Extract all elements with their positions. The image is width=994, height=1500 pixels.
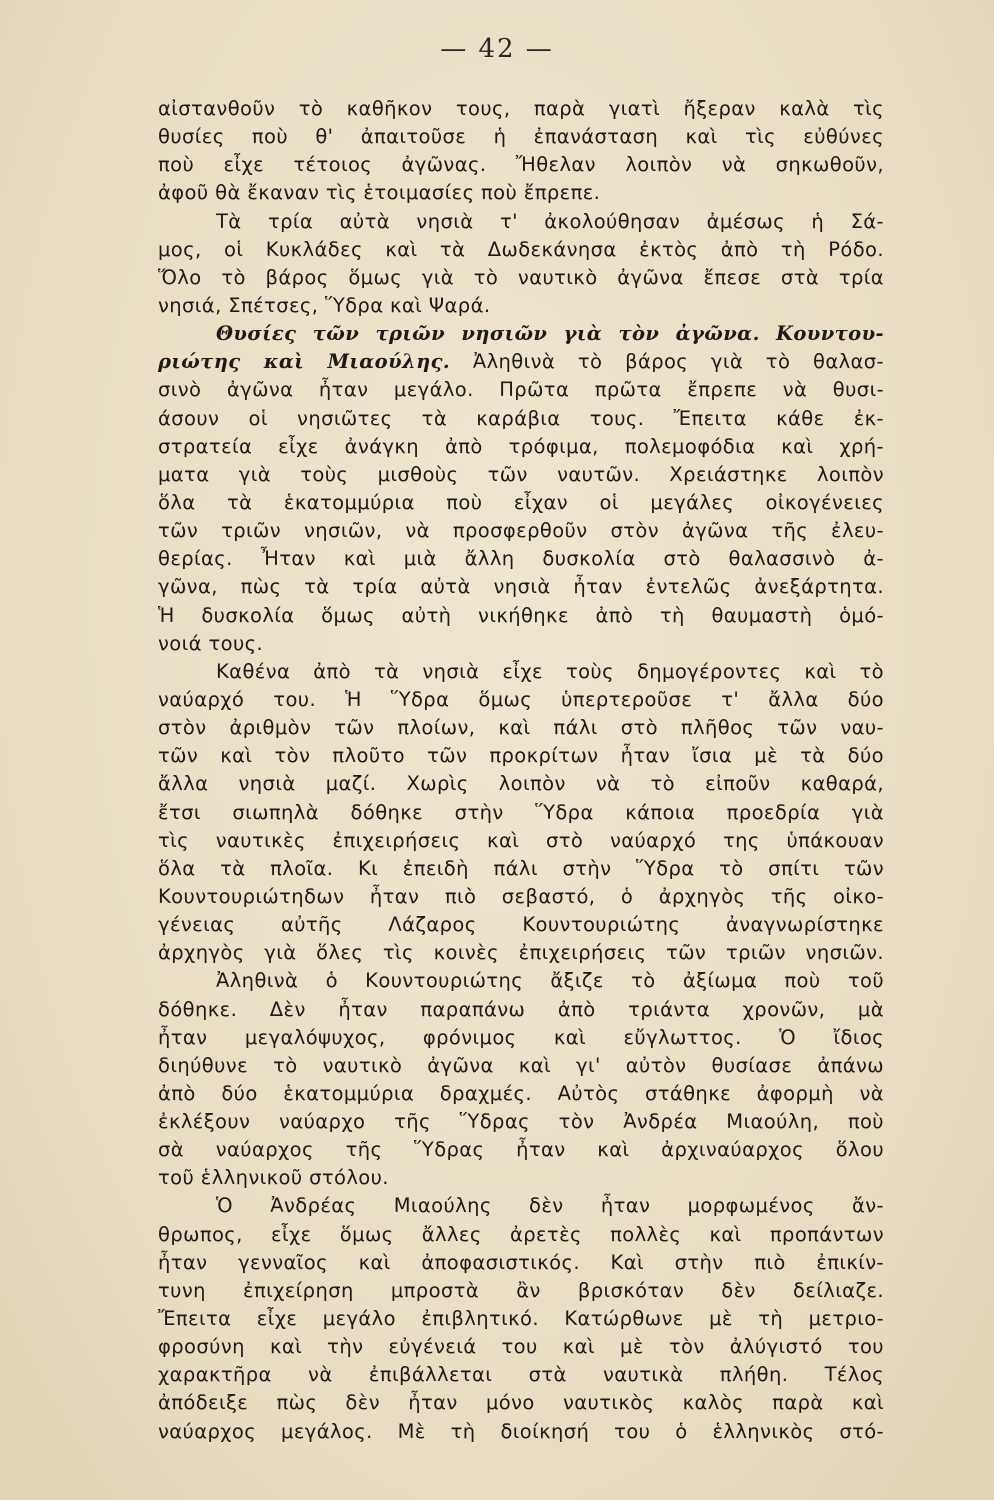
text-line: μος, οἱ Κυκλάδες καὶ τὰ Δωδεκάνησα ἐκτὸς ἀπὸ τὴ Ρόδο. [158,237,884,261]
section-heading: Θυσίες τῶν τριῶν νησιῶν γιὰ τὸν ἀγῶνα. Κουντου- [216,322,884,346]
text-line: διηύθυνε τὸ ναυτικὸ ἀγῶνα καὶ γι' αὐτὸν θυσίασε ἀπάνω [158,1053,884,1077]
text-span: Ἀληθινὰ τὸ βάρος γιὰ τὸ θαλασ- [450,350,884,374]
page-number: — 42 — [440,34,554,64]
text-line [158,320,884,348]
text-line: άσουν οἱ νησιῶτες τὰ καράβια τους. Ἔπειτα κάθε ἐκ- [158,406,884,430]
text-line: τῶν τριῶν νησιῶν, νὰ προσφερθοῦν στὸν ἀγῶνα τῆς ἐλευ- [158,519,884,543]
text-line: ποὺ εἶχε τέτοιος ἀγῶνας. Ἤθελαν λοιπὸν νὰ σηκωθοῦν, [158,153,884,177]
text-line: γῶνα, πὼς τὰ τρία αὐτὰ νησιὰ ἦταν ἐντελῶς ἀνεξάρτητα. [158,575,884,599]
text-line: στρατεία εἶχε ἀνάγκη ἀπὸ τρόφιμα, πολεμοφόδια καὶ χρή- [158,434,884,458]
text-line: αἰστανθοῦν τὸ καθῆκον τους, παρὰ γιατὶ ἤξεραν καλὰ τὶς [158,97,884,120]
text-line: Κουντουριώτηδων ἦταν πιὸ σεβαστό, ὁ ἀρχηγὸς τῆς οἰκο- [158,884,884,908]
text-line: θρωπος, εἶχε ὅμως ἄλλες ἀρετὲς πολλὲς καὶ προπάντων [158,1222,884,1246]
body-text [158,95,884,1446]
text-line: ἦταν γενναῖος καὶ ἀποφασιστικός. Καὶ στὴν πιὸ ἐπικίν- [158,1250,884,1274]
text-line: Καθένα ἀπὸ τὰ νησιὰ εἶχε τοὺς δημογέροντες καὶ τὸ [216,659,884,683]
text-line: Ἔπειτα εἶχε μεγάλο ἐπιβλητικό. Κατώρθωνε μὲ τὴ μετριο- [158,1307,884,1331]
text-line: Τὰ τρία αὐτὰ νησιὰ τ' ἀκολούθησαν ἀμέσως ἡ Σά- [216,209,884,233]
text-line: χαρακτῆρα νὰ ἐπιβάλλεται στὰ ναυτικὰ πλήθη. Τέλος [158,1363,884,1387]
text-line: ἀπόδειξε πὼς δὲν ἦταν μόνο ναυτικὸς καλὸς παρὰ καὶ [158,1391,884,1415]
text-line: σὰ ναύαρχος τῆς Ὕδρας ἦταν καὶ ἀρχιναύαρχος ὅλου [158,1138,884,1162]
text-line: δόθηκε. Δὲν ἦταν παραπάνω ἀπὸ τριάντα χρονῶν, μὰ [158,997,884,1021]
section-heading: ριώτης καὶ Μιαούλης. [158,350,451,374]
text-line: Ὅλο τὸ βάρος ὅμως γιὰ τὸ ναυτικὸ ἀγῶνα ἔπεσε στὰ τρία [158,265,884,289]
text-line: ἄλλα νησιὰ μαζί. Χωρὶς λοιπὸν νὰ τὸ εἰποῦν καθαρά, [158,772,884,796]
text-line: νοιά τους. [158,631,264,655]
text-line: ἀρχηγὸς γιὰ ὅλες τὶς κοινὲς ἐπιχειρήσεις τῶν τριῶν νησιῶν. [158,941,884,965]
text-line: τυνη ἐπιχείρηση μπροστὰ ἂν βρισκόταν δὲν δείλιαζε. [158,1278,884,1302]
text-line: θερίας. Ἦταν καὶ μιὰ ἄλλη δυσκολία στὸ θαλασσινὸ ἀ- [158,547,884,571]
text-line: ἔτσι σιωπηλὰ δόθηκε στὴν Ὕδρα κάποια προεδρία γιὰ [158,800,884,824]
text-line: ἀπὸ δύο ἑκατομμύρια δραχμές. Αὐτὸς στάθηκε ἀφορμὴ νὰ [158,1081,884,1105]
text-line: ὅλα τὰ ἑκατομμύρια ποὺ εἶχαν οἱ μεγάλες οἰκογένειες [158,490,884,514]
text-line: γένειας αὐτῆς Λάζαρος Κουντουριώτης ἀναγνωρίστηκε [158,913,884,937]
text-line: τοῦ ἑλληνικοῦ στόλου. [158,1166,389,1190]
text-line: τῶν καὶ τὸν πλοῦτο τῶν προκρίτων ἦταν ἴσια μὲ τὰ δύο [158,744,884,768]
text-line: φροσύνη καὶ τὴν εὐγένειά του καὶ μὲ τὸν ἀλύγιστό του [158,1335,884,1359]
text-line: ἀφοῦ θὰ ἔκαναν τὶς ἑτοιμασίες ποὺ ἔπρεπε. [158,181,601,205]
text-line: ἐκλέξουν ναύαρχο τῆς Ὕδρας τὸν Ἀνδρέα Μιαούλη, ποὺ [158,1110,884,1134]
text-line: ναύαρχό του. Ἡ Ὕδρα ὅμως ὑπερτεροῦσε τ' ἄλλα δύο [158,687,884,711]
text-line: ναύαρχος μεγάλος. Μὲ τὴ διοίκησή του ὁ ἑλληνικὸς στό- [158,1419,884,1443]
text-line: Ἡ δυσκολία ὅμως αὐτὴ νικήθηκε ἀπὸ τὴ θαυμαστὴ ὁμό- [158,603,884,627]
text-line: τὶς ναυτικὲς ἐπιχειρήσεις καὶ στὸ ναύαρχό της ὑπάκουαν [158,828,884,852]
text-line: Ἀληθινὰ ὁ Κουντουριώτης ἄξιζε τὸ ἀξίωμα ποὺ τοῦ [216,969,884,993]
text-line: θυσίες ποὺ θ' ἀπαιτοῦσε ἡ ἐπανάσταση καὶ τὶς εὐθύνες [158,125,884,149]
text-line: στὸν ἀριθμὸν τῶν πλοίων, καὶ πάλι στὸ πλῆθος τῶν ναυ- [158,716,884,740]
text-line: ματα γιὰ τοὺς μισθοὺς τῶν ναυτῶν. Χρειάστηκε λοιπὸν [158,462,884,486]
text-line: νησιά, Σπέτσες, Ὕδρα καὶ Ψαρά. [158,293,491,317]
text-line [158,348,884,376]
text-line: Ὁ Ἀνδρέας Μιαούλης δὲν ἦταν μορφωμένος ἄν- [216,1194,884,1218]
text-line: ἦταν μεγαλόψυχος, φρόνιμος καὶ εὔγλωττος. Ὁ ἴδιος [158,1025,884,1049]
text-line: ὅλα τὰ πλοῖα. Κι ἐπειδὴ πάλι στὴν Ὕδρα τὸ σπίτι τῶν [158,856,884,880]
text-line: σινὸ ἀγῶνα ἦταν μεγάλο. Πρῶτα πρῶτα ἔπρεπε νὰ θυσι- [158,378,884,402]
